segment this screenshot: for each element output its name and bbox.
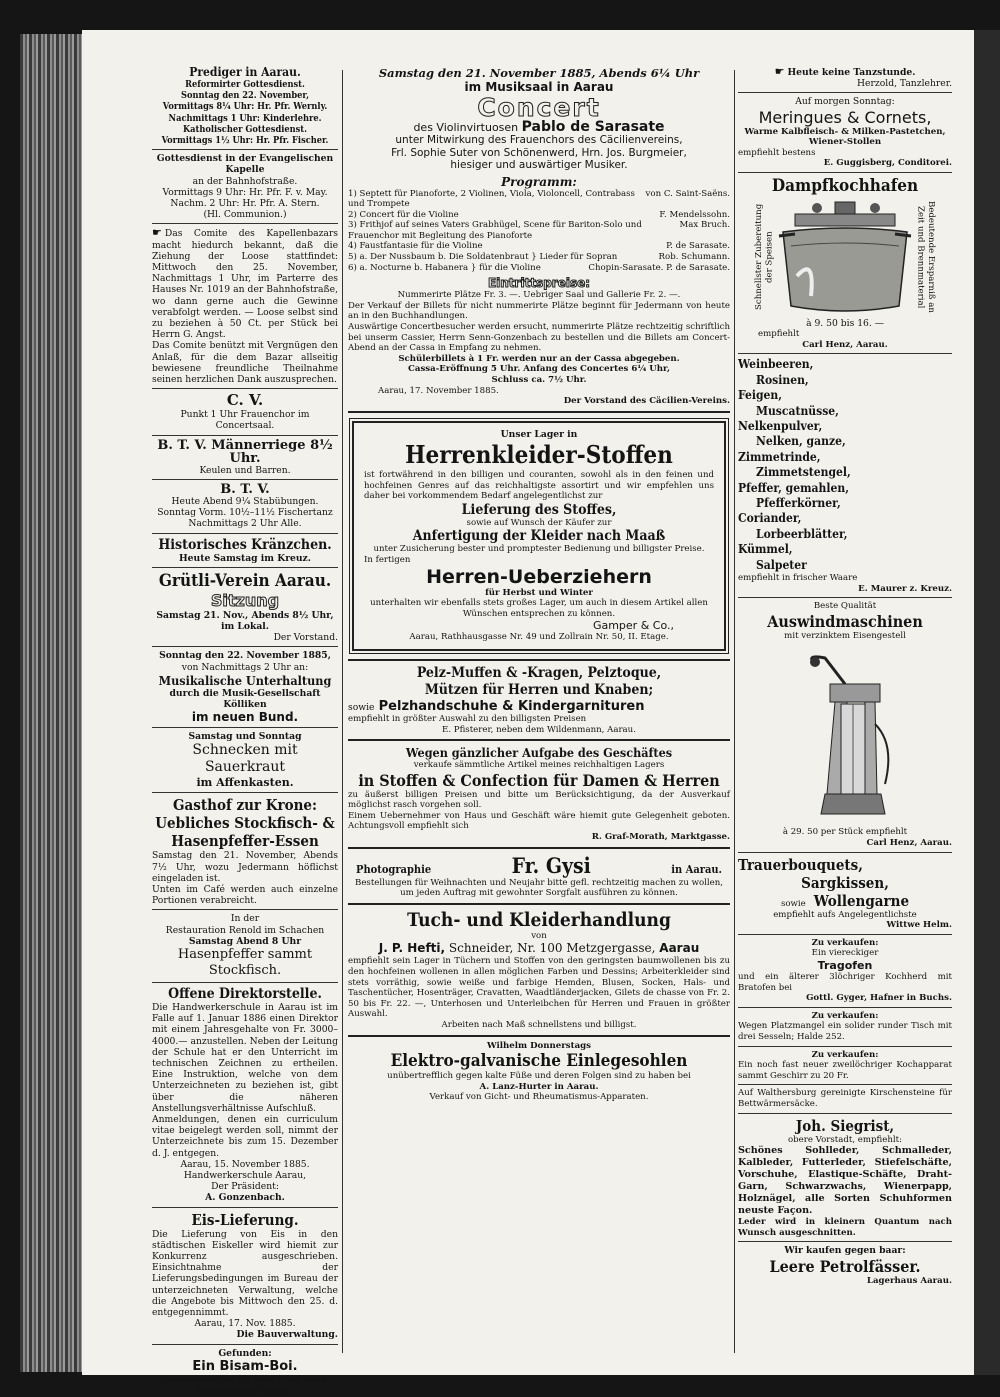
- paragraph: Samstag den 21. November, Abends 7½ Uhr, wozu Jedermann höflichst eingeladen ist.: [152, 850, 338, 884]
- text-line: von: [531, 930, 547, 941]
- spice-item: Lorbeerblätter,: [756, 526, 848, 541]
- ad-kirschensteine: Auf Walthersburg gereinigte Kirschensteine für Bettwärmersäcke.: [738, 1088, 952, 1109]
- heading: Wollengarne: [813, 891, 910, 910]
- text-line: à 29. 50 per Stück empfiehlt: [782, 827, 908, 838]
- text-line: an der Bahnhofstraße.: [192, 175, 298, 187]
- ad-gruetli: [152, 571, 338, 644]
- ad-prediger: [152, 66, 338, 146]
- heading: in Stoffen & Confection für Damen & Herren: [358, 770, 720, 790]
- heading: Offene Direktorstelle.: [168, 985, 322, 1002]
- heading-row: [348, 941, 730, 956]
- text-line: sowie auf Wunsch der Käufer zur: [466, 517, 612, 528]
- text-line: In fertigen: [364, 554, 411, 565]
- divider: [738, 597, 952, 598]
- heading: Gasthof zur Krone:: [173, 796, 317, 815]
- text-line: im neuen Bund.: [191, 710, 299, 725]
- text-line: Schülerbillets à 1 Fr. werden nur an der Cassa abgegeben.: [398, 353, 680, 364]
- text-span: Heute keine Tanzstunde.: [787, 67, 916, 78]
- program-item: [348, 220, 730, 241]
- ad-btv: [152, 483, 338, 530]
- heading: Lieferung des Stoffes,: [461, 501, 617, 518]
- divider: [738, 353, 952, 354]
- heading: Leere Petrolfässer.: [769, 1256, 921, 1276]
- program-piece: 2) Concert für die Violine: [348, 209, 459, 220]
- firm-name: A. Lanz-Hurter in Aarau.: [479, 1081, 599, 1092]
- heading: Anfertigung der Kleider nach Maaß: [412, 528, 666, 545]
- text-line: Unser Lager in: [500, 428, 578, 440]
- ad-kochapparat: [738, 1050, 952, 1082]
- text-line: Bezirksamt Aarau.: [197, 1385, 293, 1397]
- text-span: in Aarau.: [671, 862, 722, 876]
- text-line: A. Gonzenbach.: [205, 1192, 285, 1204]
- spice-item: Rosinen,: [756, 372, 809, 387]
- newspaper-page: [82, 30, 974, 1397]
- text-line: Arbeiten nach Maß schnellstens und billigst.: [441, 1020, 637, 1031]
- divider: [152, 1207, 338, 1208]
- page-stack-edge: [20, 34, 82, 1372]
- text-line: Vormittags 1½ Uhr: Hr. Pfr. Fischer.: [161, 135, 329, 147]
- firm-name: Carl Henz, Aarau.: [866, 838, 952, 849]
- heading: Grütli-Verein Aarau.: [158, 570, 332, 591]
- heading: Prediger in Aarau.: [189, 65, 301, 79]
- paragraph: Das Comite benützt mit Vergnügen den Anlaß, für die dem Bazar allseitig bewiesene freundliche Theilnahme seinen herzlichen Dank auszusprechen.: [152, 340, 338, 386]
- pointing-hand-icon: ☛: [152, 226, 162, 240]
- steam-pot-illustration: [775, 196, 915, 318]
- paragraph: und ein älterer 3löchriger Kochherd mit Bratofen bei: [738, 972, 952, 993]
- text-line: [348, 699, 730, 714]
- text-line: Vormittags 9 Uhr: Hr. Pfr. F. v. May.: [162, 186, 328, 198]
- firm-name: R. Graf-Morath, Marktgasse.: [591, 832, 730, 843]
- divider: [152, 533, 338, 534]
- heading: Dampfkochhafen: [771, 175, 919, 196]
- text-line: Der Vorstand.: [273, 632, 338, 644]
- divider: [738, 1007, 952, 1008]
- pot-illustration-row: [738, 196, 952, 318]
- firm-name: Gottl. Gyger, Hafner in Buchs.: [806, 993, 952, 1004]
- spice-item: Zimmetrinde,: [738, 449, 821, 464]
- heading: Elektro-galvanische Einlegesohlen: [390, 1051, 688, 1072]
- heading: Zu verkaufen:: [811, 937, 879, 948]
- text-line: empfiehlt in größter Auswahl zu den billigsten Preisen: [348, 713, 587, 724]
- divider: [152, 567, 338, 568]
- heading: Trauerbouquets,: [738, 855, 863, 874]
- pointing-hand-icon: ☛: [774, 65, 785, 78]
- program-list: [348, 189, 730, 274]
- program-composer: Rob. Schumann.: [658, 252, 730, 263]
- paragraph: Auswärtige Concertbesucher werden ersucht, nummerirte Plätze rechtzeitig schriftlich bei unserm Cassier, Herrn Senn-Gonzenbach zu bestellen und die Billets am Concert-Abend an der Cassa in Empfang zu nehmen.: [348, 322, 730, 354]
- ad-auswindmaschinen: [738, 601, 952, 848]
- ad-petrolfaesser: [738, 1245, 952, 1286]
- text-line: (Hl. Communion.): [203, 209, 287, 221]
- paragraph: Die Handwerkerschule in Aarau ist im Falle auf 1. Januar 1886 einen Direktor mit einem Jahresgehalte von Fr. 3000–4000.— anzustellen. Neben der Leitung der Schule hat er den Unterricht im technischen Zeichnen zu ertheilen. Eine Instruktion, welche von dem Unterzeichneten zu beziehen ist, gibt über die näheren Anstellungsverhältnisse Aufschluß.: [152, 1001, 338, 1114]
- text-line: Samstag und Sonntag: [188, 731, 302, 743]
- ad-graf-morath: [348, 745, 730, 843]
- spice-item: Coriander,: [738, 511, 802, 526]
- divider: [738, 1241, 952, 1242]
- text-span: Aarau: [659, 941, 700, 956]
- text-line: empfiehlt bestens: [738, 147, 816, 158]
- spice-item: Zimmetstengel,: [756, 465, 851, 480]
- ad-kraenzchen: [152, 537, 338, 564]
- text-line: Aarau, 15. November 1885.: [180, 1158, 310, 1170]
- text-line: Frl. Sophie Suter von Schönenwerd, Hrn. Jos. Burgmeier,: [391, 146, 687, 159]
- heading: Zu verkaufen:: [811, 1049, 879, 1060]
- text-line: Nummerirte Plätze Fr. 3. —. Uebriger Saal und Gallerie Fr. 2. —.: [397, 290, 681, 301]
- text-line: Ein viereckiger: [811, 948, 879, 959]
- text-line: im Affenkasten.: [196, 776, 294, 790]
- ad-tisch: [738, 1011, 952, 1043]
- text-line: Der Vorstand des Cäcilien-Vereins.: [563, 396, 730, 407]
- program-piece: 4) Faustfantasie für die Violine: [348, 241, 483, 252]
- text-line: Verkauf von Gicht- und Rheumatismus-Apparaten.: [429, 1092, 649, 1103]
- spice-item: Nelkenpulver,: [738, 419, 823, 433]
- firm-name: E. Guggisberg, Conditorei.: [823, 158, 952, 169]
- heading: B. T. V. Männerriege 8½ Uhr.: [157, 437, 333, 466]
- wringer-machine-illustration: [785, 644, 905, 824]
- ad-gamper: [352, 421, 726, 651]
- program-item: [348, 263, 730, 274]
- text-line: Vormittags 8¼ Uhr: Hr. Pfr. Wernly.: [162, 101, 328, 113]
- text-line: Aarau, Rathhausgasse Nr. 49 und Zollrain Nr. 50, II. Etage.: [409, 632, 669, 643]
- paragraph: ist fortwährend in den billigen und couranten, sowohl als in den feinen und hochfeinen Genres auf das reichhaltigste assortirt und wir empfehlen uns daher bei vorkommendem Bedarf angelegentlichst zur: [364, 469, 714, 502]
- program-piece: 3) Frithjof auf seines Vaters Grabhügel, Scene für Bariton-Solo und Frauenchor mit Begleitung des Pianoforte: [348, 220, 642, 241]
- text-line: [348, 121, 730, 134]
- text-line: unübertrefflich gegen kalte Füße und deren Folgen sind zu haben bei: [387, 1071, 691, 1082]
- text-span: J. P. Hefti,: [378, 941, 446, 956]
- heading: Fr. Gysi: [511, 852, 591, 878]
- text-line: Heute Abend 9¼ Stabübungen.: [171, 495, 319, 507]
- text-line: Keulen und Barren.: [199, 464, 291, 476]
- heading: C. V.: [226, 391, 264, 410]
- text-span: Pelzhandschuhe & Kindergarnituren: [378, 698, 645, 714]
- heading: Sargkissen,: [801, 873, 889, 892]
- ad-tanzstunde: [738, 66, 952, 89]
- text-line: Aarau, 17. November 1885.: [378, 385, 499, 396]
- text-line: empfiehlt in frischer Waare: [738, 573, 858, 584]
- heading-row: [348, 853, 730, 878]
- ad-btv-maenner: [152, 439, 338, 476]
- divider: [152, 1344, 338, 1345]
- text-span: des Violinvirtuosen: [413, 121, 519, 134]
- ad-meringues: [738, 96, 952, 169]
- ad-trauerbouquets: [738, 856, 952, 931]
- ad-kapelle: [152, 153, 338, 220]
- program-piece: 1) Septett für Pianoforte, 2 Violinen, Viola, Violoncell, Contrabass und Trompete: [348, 188, 635, 210]
- text-line: In der: [230, 913, 260, 925]
- subheading: Reformirter Gottesdienst.: [185, 79, 305, 90]
- program-composer: von C. Saint-Saëns.: [645, 188, 730, 199]
- text-span: sowie: [780, 898, 806, 909]
- text-line: Der Präsident:: [211, 1181, 279, 1193]
- heading: Uebliches Stockfisch- &: [155, 814, 335, 833]
- text-line: empfiehlt aufs Angelegentlichste: [773, 909, 917, 920]
- ad-schnecken: [152, 731, 338, 789]
- side-text: Schnellster Zubereitung der Speisen: [753, 203, 775, 311]
- ad-musik: [152, 650, 338, 724]
- ad-einlegesohlen: [348, 1041, 730, 1103]
- ad-eis: [152, 1211, 338, 1341]
- paragraph: Einem Uebernehmer von Haus und Geschäft wäre hiemit gute Gelegenheit geboten. Achtungsvoll empfiehlt sich: [348, 810, 730, 832]
- divider: [738, 852, 952, 853]
- heading: Tragofen: [817, 959, 873, 972]
- paragraph: Bestellungen für Weihnachten und Neujahr bitte gefl. rechtzeitig machen zu wollen, um jeden Auftrag mit gewohnter Sorgfalt ausführen zu können.: [355, 877, 723, 899]
- divider: [348, 659, 730, 661]
- heading: Schnecken mit Sauerkraut: [192, 742, 298, 776]
- text-line: für Herbst und Winter: [485, 587, 593, 598]
- firm-name: Wittwe Helm.: [886, 920, 952, 931]
- text-line: Schluss ca. 7½ Uhr.: [491, 375, 587, 385]
- ad-krone: [152, 796, 338, 906]
- text-line: mit verzinktem Eisengestell: [784, 630, 906, 641]
- text-line: Auf morgen Sonntag:: [795, 96, 895, 108]
- text-line: Nachmittags 2 Uhr Alle.: [188, 518, 302, 530]
- heading: Wegen gänzlicher Aufgabe des Geschäftes: [405, 745, 673, 761]
- divider: [738, 1084, 952, 1085]
- text-line: im Musiksaal in Aarau: [464, 80, 614, 94]
- spice-item: Pfefferkörner,: [756, 496, 841, 511]
- divider: [152, 646, 338, 647]
- program-item: [348, 252, 730, 263]
- divider: [348, 411, 730, 413]
- ad-pelz: [348, 665, 730, 735]
- firm-name: Gamper & Co.,: [592, 619, 674, 633]
- text-line: Anmeldung bis 27. Nov. 1885 beim: [163, 1373, 327, 1385]
- text-line: durch die Musik-Gesellschaft Kölliken: [169, 687, 321, 710]
- text-line: Herzold, Tanzlehrer.: [857, 78, 952, 90]
- divider: [348, 847, 730, 849]
- ad-cv: [152, 392, 338, 431]
- heading: Gefunden:: [218, 1347, 272, 1359]
- program-heading: Programm:: [501, 174, 577, 189]
- ad-hefti: [348, 909, 730, 1031]
- ad-bisam: [152, 1348, 338, 1397]
- text-line: à 9. 50 bis 16. —: [806, 317, 884, 329]
- text-line: hiesiger und auswärtiger Musiker.: [450, 159, 628, 171]
- program-piece: 5) a. Der Nussbaum b. Die Soldatenbraut } Lieder für Sopran: [348, 252, 618, 263]
- text-line: Nachmittags 1 Uhr: Kinderlehre.: [168, 112, 322, 124]
- paragraph: Ein noch fast neuer zweilöchriger Kochapparat sammt Geschirr zu 20 Fr.: [738, 1060, 952, 1081]
- paragraph: Wegen Platzmangel ein solider runder Tisch mit drei Sesseln; Halde 252.: [738, 1021, 952, 1042]
- spice-item: Salpeter: [756, 557, 807, 572]
- ad-gewuerze: [738, 357, 952, 594]
- text-line: Handwerkerschule Aarau,: [183, 1170, 307, 1181]
- heading: Gottesdienst in der Evangelischen Kapelle: [156, 153, 334, 176]
- text-span: sowie: [348, 701, 375, 713]
- text-line: Wilhelm Donnerstags: [487, 1040, 591, 1051]
- text-line: Sonntag den 22. November,: [181, 90, 309, 102]
- text-line: von Nachmittags 2 Uhr an:: [181, 661, 309, 673]
- heading: Eis-Lieferung.: [191, 1210, 299, 1229]
- divider: [152, 792, 338, 793]
- text-line: Beste Qualität: [813, 601, 877, 612]
- heading: Historisches Kränzchen.: [158, 536, 332, 553]
- heading: Herren-Ueberziehern: [426, 565, 652, 588]
- column-rule: [734, 70, 735, 1353]
- text-line: im Lokal.: [220, 620, 269, 632]
- paragraph: zu äußerst billigen Preisen und bitte um Berücksichtigung, da der Ausverkauf möglichst rasch vorgehen soll.: [348, 789, 730, 811]
- paragraph: Das Comite des Kapellenbazars macht hiedurch bekannt, daß die Ziehung der Loose stattfindet: Mittwoch den 25. November, Nachmittags 1 Uhr, im Parterre des Hauses Nr. 1019 an der Bahnhofstraße, wo dann gerne auch die Gewinne verabfolgt werden. — Loose selbst sind zu beziehen à 50 Ct. per Stück bei Herrn G. Angst.: [152, 228, 338, 341]
- text-line: verkaufe sämmtliche Artikel meines reichhaltigen Lagers: [413, 760, 665, 771]
- text-line: Punkt 1 Uhr Frauenchor im Concertsaal.: [180, 409, 310, 432]
- divider: [738, 1113, 952, 1114]
- divider: [152, 982, 338, 983]
- program-item: [348, 189, 730, 210]
- spice-item: Weinbeeren,: [738, 357, 814, 372]
- divider: [348, 739, 730, 741]
- ad-tragofen: [738, 938, 952, 1004]
- text-line: [738, 66, 952, 78]
- divider: [738, 172, 952, 173]
- program-composer: Max Bruch.: [679, 220, 730, 231]
- column-right: [738, 66, 952, 1357]
- paragraph: empfiehlt sein Lager in Tüchern und Stoffen von den geringsten baumwollenen bis zu den hochfeinen wollenen in allen möglichen Farben und Dessins; Arbeiterkleider sind stets vorräthig, sowie weiße und farbige Hemden, Blusen, Socken, Hals- und Taschentücher, Hosenträger, Cravatten, Waadtländerjacken, Gilets de chasse von Fr. 2. 50 bis Fr. 22. —, Unterhosen und Unterleibchen für Herren und Frauen in größter Auswahl.: [348, 956, 730, 1020]
- text-line: Warme Kalbfleisch- & Milken-Pastetchen, Wiener-Stollen: [744, 126, 946, 148]
- firm-name: E. Maurer z. Kreuz.: [858, 583, 952, 594]
- text-line: Samstag 21. Nov., Abends 8½ Uhr,: [156, 609, 334, 621]
- divider: [348, 1035, 730, 1037]
- heading: Hasenpfeffer sammt Stockfisch.: [177, 946, 313, 978]
- program-composer: Chopin-Sarasate. P. de Sarasate.: [588, 262, 730, 273]
- firm-name: Carl Henz, Aarau.: [802, 339, 888, 350]
- ad-siegrist: [738, 1117, 952, 1239]
- heading: Musikalische Unterhaltung: [158, 672, 332, 688]
- column-left: [152, 65, 338, 1397]
- spice-list: [738, 357, 952, 573]
- program-piece: 6) a. Nocturne b. Habanera } für die Violine: [348, 262, 541, 273]
- spice-item: Pfeffer, gemahlen,: [738, 480, 849, 495]
- paragraph: Der Verkauf der Billets für nicht nummerirte Plätze beginnt für Jedermann von heute an in den Buchhandlungen.: [348, 300, 730, 322]
- text-line: Samstag den 21. November 1885, Abends 6¼ Uhr: [378, 66, 700, 80]
- heading: Herrenkleider-Stoffen: [405, 439, 673, 469]
- program-composer: P. de Sarasate.: [666, 241, 730, 252]
- ad-bazar: [152, 227, 338, 385]
- performer-name: Pablo de Sarasate: [521, 119, 665, 135]
- heading: Mützen für Herren und Knaben;: [424, 681, 654, 698]
- text-line: Nachm. 2 Uhr: Hr. Pfr. A. Stern.: [170, 198, 320, 210]
- paragraph: Anmeldungen, denen ein curriculum vitae beigelegt werden soll, nimmt der Unterzeichnete bis zum 15. Dezember d. J. entgegen.: [152, 1113, 338, 1159]
- ad-renold: [152, 913, 338, 979]
- divider: [152, 479, 338, 480]
- heading: Ein Bisam-Boi.: [192, 1358, 298, 1374]
- ad-dampfkochhafen: [738, 176, 952, 350]
- divider: [152, 223, 338, 224]
- heading: Hasenpfeffer-Essen: [171, 832, 319, 851]
- text-line: Sonntag Vorm. 10½–11½ Fischertanz: [157, 507, 333, 519]
- text-line: obere Vorstadt, empfiehlt:: [788, 1134, 902, 1145]
- heading: B. T. V.: [220, 481, 270, 497]
- ad-direktorstelle: [152, 986, 338, 1204]
- spice-item: Feigen,: [738, 388, 782, 403]
- spice-item: Kümmel,: [738, 542, 793, 557]
- scan-right-edge: [974, 30, 1000, 1375]
- divider: [738, 934, 952, 935]
- paragraph: Leder wird in kleinern Quantum nach Wunsch ausgeschnitten.: [738, 1217, 952, 1238]
- firm-name: Lagerhaus Aarau.: [866, 1275, 952, 1286]
- text-span: Photographie: [356, 862, 432, 876]
- heading-row: [738, 892, 952, 910]
- heading: Joh. Siegrist,: [795, 1116, 895, 1135]
- heading: Zu verkaufen:: [811, 1010, 879, 1021]
- program-item: [348, 210, 730, 221]
- divider: [738, 1046, 952, 1047]
- divider: [738, 92, 952, 93]
- divider: [348, 903, 730, 905]
- text-span: Schneider, Nr. 100 Metzgergasse,: [448, 941, 656, 956]
- text-line: Sonntag den 22. November 1885,: [159, 650, 331, 662]
- heading: Auswindmaschinen: [767, 611, 923, 631]
- column-rule: [342, 70, 343, 1353]
- text-line: Wir kaufen gegen baar:: [784, 1245, 906, 1257]
- heading: Meringues & Cornets,: [758, 107, 932, 127]
- text-line: E. Pfisterer, neben dem Wildenmann, Aarau.: [442, 724, 636, 735]
- text-line: Cassa-Eröffnung 5 Uhr. Anfang des Concertes 6¼ Uhr,: [408, 364, 670, 375]
- paragraph: Unten im Café werden auch einzelne Portionen verabreicht.: [152, 883, 338, 907]
- subheading: Katholischer Gottesdienst.: [182, 123, 307, 135]
- text-line: Aarau, 17. Nov. 1885.: [194, 1318, 296, 1330]
- column-middle: [348, 66, 730, 1357]
- text-line: Heute Samstag im Kreuz.: [179, 552, 311, 564]
- paragraph: unterhalten wir ebenfalls stets großes Lager, um auch in diesem Artikel allen Wünschen entsprechen zu können.: [370, 598, 708, 619]
- program-item: [348, 241, 730, 252]
- program-composer: F. Mendelssohn.: [659, 209, 730, 220]
- prices-heading: Eintrittspreise:: [487, 276, 591, 291]
- spice-item: Muscatnüsse,: [756, 403, 839, 418]
- text-line: Die Bauverwaltung.: [236, 1329, 338, 1341]
- paragraph: Die Lieferung von Eis in den städtischen Eiskeller wird hiemit zur Konkurrenz ausgeschrieben. Einsichtnahme der Lieferungsbedingungen im Bureau der unterzeichneten Verwaltung, welche die Angebote bis Mittwoch den 25. d. entgegennimmt.: [152, 1228, 338, 1319]
- text-line: unter Zusicherung bester und promptester Bedienung und billigster Preise.: [373, 544, 705, 555]
- text-line: Samstag Abend 8 Uhr: [188, 935, 302, 947]
- text-line: empfiehlt: [758, 329, 800, 340]
- ad-concert: [348, 66, 730, 407]
- heading: Pelz-Muffen & -Kragen, Pelztoque,: [416, 664, 662, 681]
- concert-title: Concert: [477, 93, 601, 122]
- divider: [152, 149, 338, 150]
- spice-item: Nelken, ganze,: [756, 434, 846, 449]
- subheading: Sitzung: [210, 590, 280, 610]
- paragraph: Schönes Sohlleder, Schmalleder, Kalbleder, Futterleder, Stiefelschäfte, Vorschuhe, Elastique-Schäfte, Draht- Garn, Schwarzwachs, Wienerpapp, Holznägel, alle Sorten Schuhformen neuste Façon.: [738, 1145, 952, 1217]
- text-line: Restauration Renold im Schachen: [165, 924, 325, 936]
- divider: [152, 909, 338, 910]
- side-text: Bedeutende Ersparniß an Zeit und Brennmaterial: [915, 201, 937, 313]
- heading: Tuch- und Kleiderhandlung: [407, 908, 671, 931]
- divider: [152, 727, 338, 728]
- divider: [152, 388, 338, 389]
- ad-gysi: [348, 853, 730, 899]
- divider: [152, 435, 338, 436]
- text-line: unter Mitwirkung des Frauenchors des Cäcilienvereins,: [395, 134, 683, 146]
